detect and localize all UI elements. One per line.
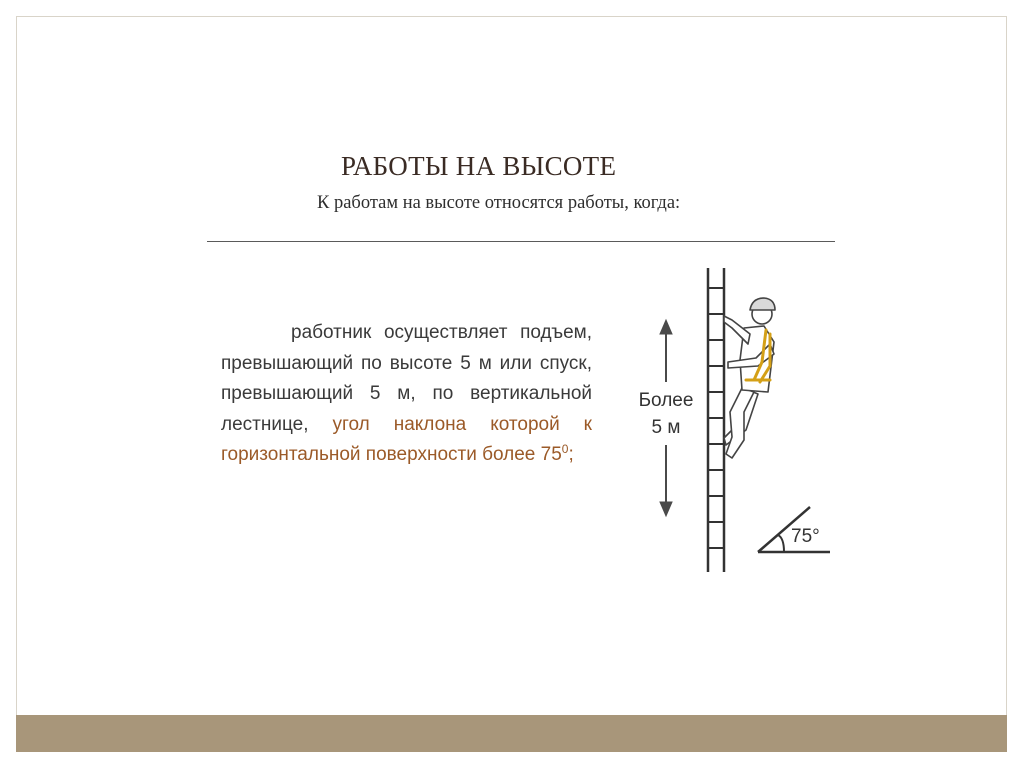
body-accent-text: угол наклона которой к горизонтальной поверхности более 75 [221, 413, 592, 465]
title-divider [207, 241, 835, 242]
body-paragraph [221, 318, 592, 471]
climbing-worker [724, 298, 775, 458]
height-label-line1: Более [638, 390, 694, 411]
subtitle: К работам на высоте относятся работы, когда: [317, 193, 681, 213]
height-label-line2: 5 м [651, 417, 681, 438]
angle-label: 75° [791, 526, 820, 547]
body-text-main: работник осуществляет подъем, превышающий по высоте 5 м или спуск, превышающий 5 м, по вертикальной лестнице, [221, 322, 592, 435]
footer-band [16, 715, 1007, 752]
ladder [708, 268, 724, 572]
degree-superscript: 0 [561, 442, 569, 456]
height-label [628, 383, 704, 445]
body-tail: ; [568, 444, 574, 465]
page-title: РАБОТЫ НА ВЫСОТЕ [341, 151, 617, 181]
